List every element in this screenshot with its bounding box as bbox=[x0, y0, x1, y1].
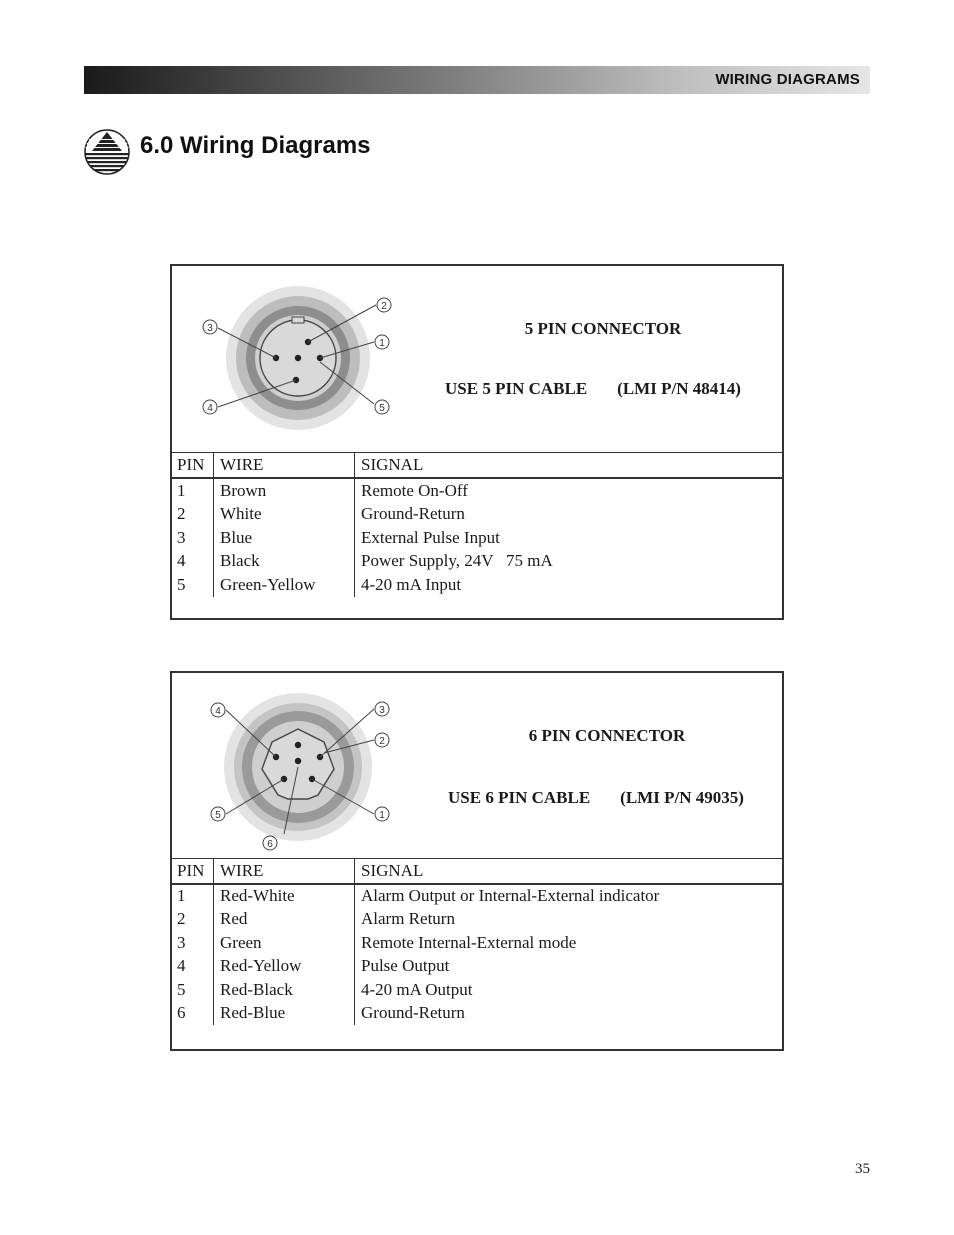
wire-cell: White bbox=[220, 504, 262, 524]
signal-cell: Alarm Return bbox=[361, 909, 455, 929]
table-row bbox=[172, 1002, 782, 1025]
table-header-row bbox=[172, 859, 782, 885]
pin-cell: 5 bbox=[177, 574, 186, 594]
header-pin: PIN bbox=[177, 455, 205, 474]
signal-cell: Power Supply, 24V 75 mA bbox=[361, 551, 553, 571]
signal-cell: 4-20 mA Input bbox=[361, 574, 462, 594]
section-header-bar bbox=[84, 66, 870, 94]
signal-cell: Ground-Return bbox=[361, 504, 465, 524]
table-row bbox=[172, 527, 782, 550]
signal-cell: Pulse Output bbox=[361, 956, 450, 976]
cable-info bbox=[448, 788, 744, 808]
signal-cell: External Pulse Input bbox=[361, 527, 500, 547]
table-row bbox=[172, 885, 782, 908]
callout-1: 1 bbox=[379, 810, 385, 821]
callout-1: 1 bbox=[379, 338, 385, 349]
table-row bbox=[172, 503, 782, 526]
header-wire: WIRE bbox=[220, 455, 264, 474]
pin-cell: 4 bbox=[177, 551, 186, 571]
wire-cell: Red-Yellow bbox=[220, 956, 302, 976]
pin-cell: 2 bbox=[177, 504, 186, 524]
pin-cell: 3 bbox=[177, 932, 186, 952]
company-logo-icon bbox=[84, 129, 130, 175]
wire-cell: Red-Blue bbox=[220, 1002, 286, 1022]
connector-header-5pin bbox=[172, 266, 782, 453]
cable-text: USE 6 PIN CABLE bbox=[448, 788, 591, 807]
signal-cell: Remote On-Off bbox=[361, 481, 468, 500]
connector-title: 6 PIN CONNECTOR bbox=[528, 726, 686, 745]
wire-cell: Red-White bbox=[220, 886, 295, 905]
signal-cell: Ground-Return bbox=[361, 1002, 465, 1022]
table-row bbox=[172, 574, 782, 597]
wire-cell: Green bbox=[220, 932, 262, 952]
callout-4: 4 bbox=[215, 706, 221, 717]
signal-cell: Remote Internal-External mode bbox=[361, 932, 577, 952]
wire-cell: Red-Black bbox=[220, 979, 293, 999]
cable-text: USE 5 PIN CABLE bbox=[445, 379, 588, 398]
connector-box-6pin bbox=[170, 671, 784, 1051]
callout-3: 3 bbox=[379, 705, 385, 716]
part-number: (LMI P/N 49035) bbox=[620, 788, 744, 807]
pin-cell: 1 bbox=[177, 886, 186, 905]
callout-5: 5 bbox=[215, 810, 221, 821]
pin-table-6pin bbox=[172, 859, 782, 1025]
connector-5pin-diagram bbox=[200, 282, 400, 432]
callout-5: 5 bbox=[379, 403, 385, 414]
connector-box-5pin bbox=[170, 264, 784, 620]
table-row bbox=[172, 480, 782, 503]
page-number: 35 bbox=[855, 1161, 870, 1177]
table-row bbox=[172, 979, 782, 1002]
callout-6: 6 bbox=[267, 839, 273, 850]
header-wire: WIRE bbox=[220, 861, 264, 880]
wire-cell: Green-Yellow bbox=[220, 574, 316, 594]
table-row bbox=[172, 932, 782, 955]
pin-cell: 5 bbox=[177, 979, 186, 999]
signal-cell: Alarm Output or Internal-External indicator bbox=[361, 886, 660, 905]
table-header-row bbox=[172, 453, 782, 479]
table-row bbox=[172, 955, 782, 978]
pin-cell: 3 bbox=[177, 527, 186, 547]
header-signal: SIGNAL bbox=[361, 455, 424, 474]
callout-2: 2 bbox=[379, 736, 385, 747]
pin-cell: 1 bbox=[177, 481, 186, 500]
header-signal: SIGNAL bbox=[361, 861, 424, 880]
connector-6pin-diagram bbox=[200, 687, 400, 851]
table-row bbox=[172, 908, 782, 931]
callout-2: 2 bbox=[381, 301, 387, 312]
callout-3: 3 bbox=[207, 323, 213, 334]
cable-info bbox=[445, 379, 741, 399]
pin-cell: 6 bbox=[177, 1002, 186, 1022]
pin-cell: 4 bbox=[177, 956, 186, 976]
connector-header-6pin bbox=[172, 673, 782, 859]
header-pin: PIN bbox=[177, 861, 205, 880]
wire-cell: Blue bbox=[220, 527, 253, 547]
pin-cell: 2 bbox=[177, 909, 186, 929]
wire-cell: Red bbox=[220, 909, 248, 929]
section-header-label: WIRING DIAGRAMS bbox=[715, 71, 860, 88]
connector-title: 5 PIN CONNECTOR bbox=[524, 319, 682, 338]
wire-cell: Black bbox=[220, 551, 260, 571]
callout-4: 4 bbox=[207, 403, 213, 414]
part-number: (LMI P/N 48414) bbox=[617, 379, 741, 398]
signal-cell: 4-20 mA Output bbox=[361, 979, 473, 999]
page-title: 6.0 Wiring Diagrams bbox=[140, 132, 371, 159]
pin-table-5pin bbox=[172, 453, 782, 597]
table-row bbox=[172, 550, 782, 573]
wire-cell: Brown bbox=[220, 481, 267, 500]
